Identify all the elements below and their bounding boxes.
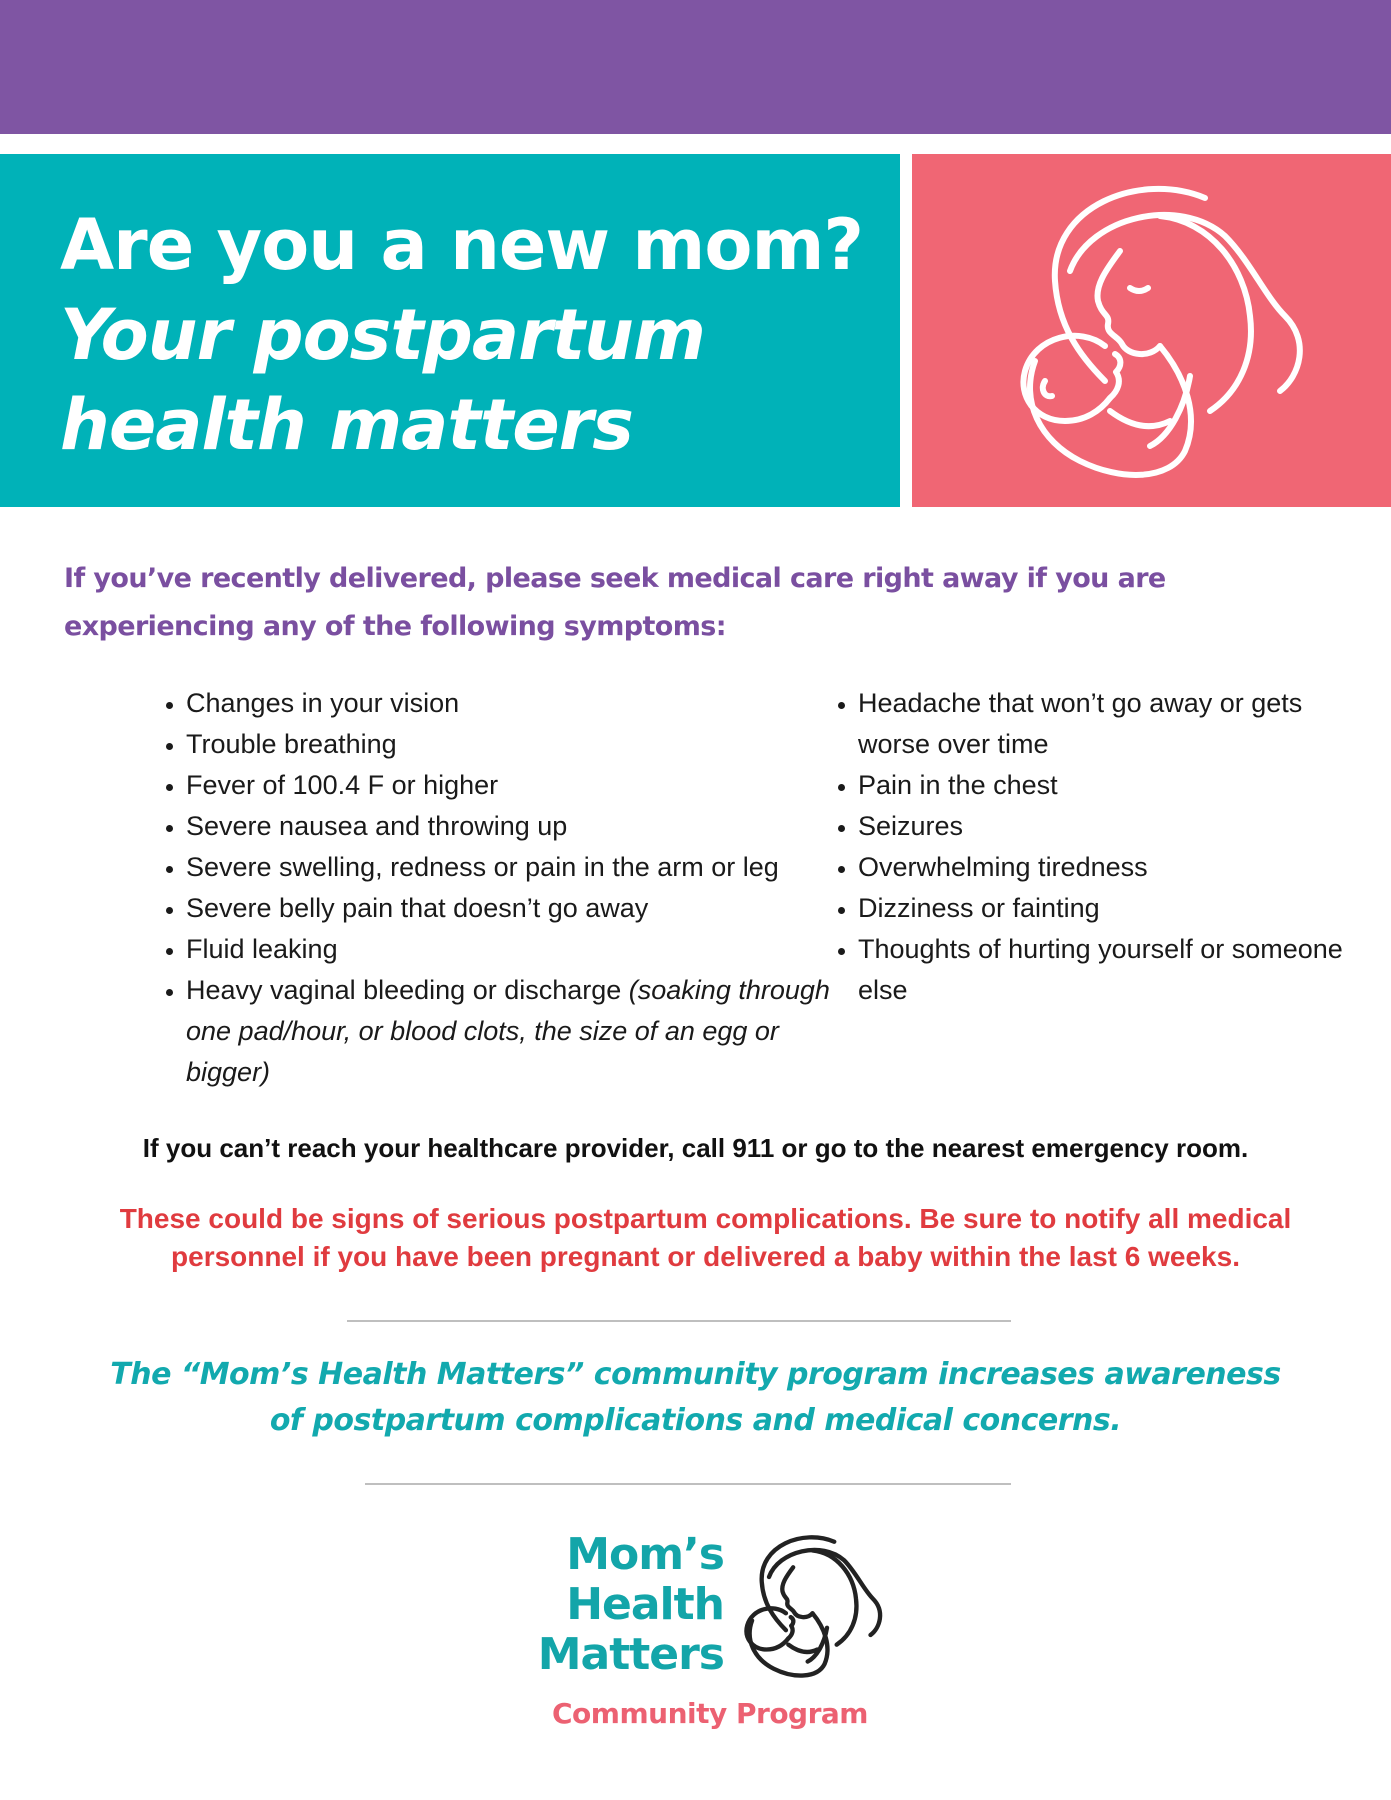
logo-line-3: Matters <box>537 1629 724 1680</box>
hero-title-line-2: Your postpartum <box>60 294 705 376</box>
program-description: The “Mom’s Health Matters” community program increases awareness of postpartum complications and medical concerns. <box>110 1357 1281 1438</box>
mother-and-baby-icon <box>1010 176 1310 486</box>
symptom-list-left <box>156 683 846 1093</box>
warning-text: These could be signs of serious postpartum complications. Be sure to notify all medical personnel if you have been pregnant or delivered a baby within the last 6 weeks. <box>119 1203 1292 1272</box>
mother-and-baby-logo-icon <box>740 1526 885 1686</box>
symptom-item: • Overwhelming tiredness <box>858 847 1378 888</box>
divider-bottom <box>365 1483 1011 1485</box>
symptom-item-bleeding <box>186 970 846 1093</box>
logo-subtitle: Community Program <box>552 1697 868 1730</box>
symptom-item: • Severe swelling, redness or pain in the arm or leg <box>186 847 846 888</box>
symptom-item: • Fluid leaking <box>186 929 846 970</box>
hero-title-line-1: Are you a new mom? <box>60 204 863 286</box>
symptom-item: • Headache that won’t go away or gets worse over time <box>858 683 1378 765</box>
symptom-list-right <box>828 683 1378 1011</box>
divider-top <box>347 1320 1011 1322</box>
bleeding-note-text: (soaking through one pad/hour, or blood clots, the size of an egg or bigger) <box>186 975 830 1087</box>
symptom-item: • Severe nausea and throwing up <box>186 806 846 847</box>
logo-line-1: Mom’s <box>566 1529 724 1580</box>
logo-line-2: Health <box>566 1579 724 1630</box>
symptom-item: • Severe belly pain that doesn’t go away <box>186 888 846 929</box>
symptom-item: • Pain in the chest <box>858 765 1378 806</box>
intro-text: If you’ve recently delivered, please seek medical care right away if you are experiencing any of the following symptoms: <box>64 563 1166 642</box>
symptom-item: • Fever of 100.4 F or higher <box>186 765 846 806</box>
logo-wordmark <box>480 1530 724 1680</box>
top-banner <box>0 0 1391 134</box>
symptom-item: • Seizures <box>858 806 1378 847</box>
emergency-call-text: If you can’t reach your healthcare provider, call 911 or go to the nearest emergency room. <box>142 1133 1249 1163</box>
symptom-item: • Thoughts of hurting yourself or someone else <box>858 929 1378 1011</box>
hero-title <box>60 200 880 470</box>
bleeding-main-text: Heavy vaginal bleeding or discharge <box>186 975 629 1005</box>
symptom-item: • Dizziness or fainting <box>858 888 1378 929</box>
hero-title-line-3: health matters <box>60 384 633 466</box>
symptom-item: • Changes in your vision <box>186 683 846 724</box>
symptom-item: • Trouble breathing <box>186 724 846 765</box>
